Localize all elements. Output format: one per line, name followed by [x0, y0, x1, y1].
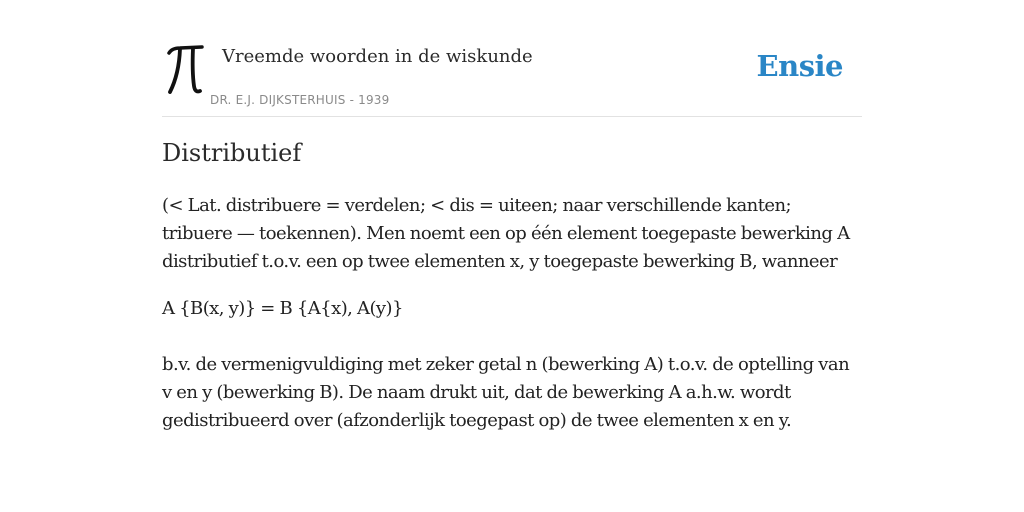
example-paragraph: b.v. de vermenigvuldiging met zeker getal n (bewerking A) t.o.v. de optelling van v en y (bewerking B). De naam drukt uit, dat de bewerking A a.h.w. wordt gedistribueerd over (afzonderlijk toegepast op) de twee elementen x en y. [162, 354, 850, 431]
entry-title: Distributief [162, 139, 302, 167]
brand-logo[interactable]: Ensie [756, 49, 843, 83]
pi-icon[interactable] [166, 44, 204, 98]
page [162, 0, 862, 512]
book-author: DR. E.J. DIJKSTERHUIS - 1939 [210, 93, 390, 107]
header [162, 0, 862, 117]
book-title[interactable]: Vreemde woorden in de wiskunde [222, 46, 533, 67]
formula-line: A {B(x, y)} = B {A{x), A(y)} [162, 298, 403, 319]
definition-paragraph: (< Lat. distribuere = verdelen; < dis = uiteen; naar verschillende kanten; tribuere — toekennen). Men noemt een op één element toegepaste bewerking A distributief t.o.v. een op twee elementen x, y toegepaste bewerking B, wanneer [162, 195, 850, 272]
